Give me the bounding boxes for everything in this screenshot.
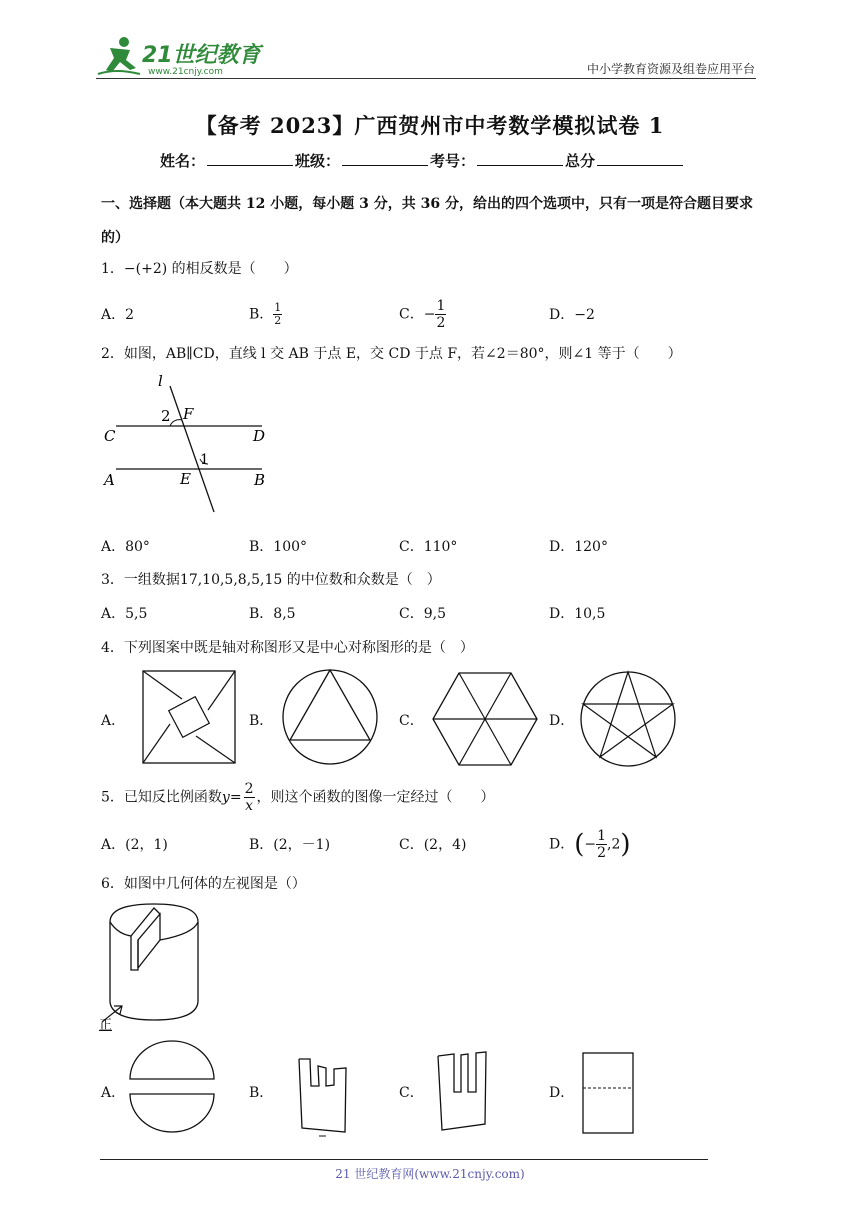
parallel-lines-figure — [100, 372, 275, 516]
logo-text: 21世纪教育 — [142, 43, 261, 68]
q5-option-c: C．(2，4) — [399, 837, 467, 853]
svg-text:C: C — [104, 427, 116, 445]
triangle-in-circle-figure — [281, 668, 379, 766]
rectangle-dashed-figure — [582, 1052, 634, 1134]
class-blank[interactable] — [342, 151, 428, 166]
q6-option-c: C． — [399, 1085, 424, 1101]
question-3-stem: 3．一组数据17,10,5,8,5,15 的中位数和众数是（ ） — [101, 572, 441, 588]
q4-option-d: D． — [549, 713, 575, 729]
q1-option-b: B． $\frac{1}{2}$ — [249, 301, 282, 327]
q2-option-d: D．120° — [549, 539, 608, 555]
site-logo — [96, 34, 266, 78]
q5-option-d: D．(− $\frac{1}{2}$ ,2) — [549, 828, 631, 861]
question-5-stem: 5．已知反比例函数y= $\frac{2}{x}$ ，则这个函数的图像一定经过（ ） — [101, 781, 495, 814]
star-in-circle-figure — [579, 670, 677, 768]
section-heading: 一、选择题（本大题共 12 小题，每小题 3 分，共 36 分，给出的四个选项中，只有一项是符合题目要求的） — [101, 196, 753, 246]
q2-option-a: A．80° — [101, 539, 150, 555]
hexagon-figure — [432, 672, 538, 766]
q4-option-c: C． — [399, 713, 424, 729]
q6-option-a: A． — [101, 1085, 126, 1101]
notched-shape-c-figure — [436, 1050, 488, 1134]
q3-option-c: C．9,5 — [399, 606, 446, 622]
q6-option-b: B． — [249, 1085, 274, 1101]
q2-option-c: C．110° — [399, 539, 458, 555]
q4-option-a: A． — [101, 713, 126, 729]
svg-text:E: E — [180, 470, 191, 488]
q3-option-a: A．5,5 — [101, 606, 148, 622]
q1-option-a: A．2 — [101, 307, 135, 323]
notched-shape-b-figure — [296, 1056, 350, 1138]
platform-name: 中小学教育资源及组卷应用平台 — [586, 62, 755, 76]
exam-no-blank[interactable] — [477, 151, 563, 166]
header-divider — [96, 78, 756, 79]
footer-text[interactable]: 21 世纪教育网(www.21cnjy.com) — [335, 1167, 525, 1181]
q2-option-b: B．100° — [249, 539, 308, 555]
q5-option-b: B．(2，－1) — [249, 837, 331, 853]
q1-option-d: D．−2 — [549, 307, 595, 323]
q3-option-d: D．10,5 — [549, 606, 606, 622]
question-2-stem: 2．如图，AB∥CD，直线 l 交 AB 于点 E，交 CD 于点 F，若∠2＝80°，则∠1 等于（ ） — [101, 346, 682, 362]
pinwheel-square-figure — [142, 670, 237, 765]
q6-option-d: D． — [549, 1085, 575, 1101]
footer-divider — [100, 1159, 708, 1160]
cylinder-solid-figure — [98, 900, 213, 1030]
q5-option-a: A．(2，1) — [101, 837, 168, 853]
svg-text:2: 2 — [161, 407, 171, 425]
front-view-label: 正 — [99, 1018, 113, 1033]
exam-no-label: 考号： — [430, 152, 476, 170]
class-label: 班级： — [295, 152, 341, 170]
name-label: 姓名： — [160, 152, 206, 170]
score-label: 总分 — [565, 152, 596, 170]
q4-option-b: B． — [249, 713, 274, 729]
score-blank[interactable] — [597, 151, 683, 166]
exam-title: 【备考 2023】广西贺州市中考数学模拟试卷 1 — [195, 113, 665, 138]
svg-text:F: F — [183, 405, 194, 423]
q1-option-c: C．− $\frac{1}{2}$ — [399, 298, 446, 331]
name-blank[interactable] — [207, 151, 293, 166]
question-6-stem: 6．如图中几何体的左视图是（） — [101, 876, 306, 892]
svg-text:l: l — [158, 372, 163, 390]
svg-text:D: D — [253, 427, 266, 445]
svg-text:1: 1 — [200, 452, 209, 468]
logo-url: www.21cnjy.com — [148, 67, 223, 77]
question-1-stem: 1．−(+2) 的相反数是（ ） — [101, 261, 298, 277]
q3-option-b: B．8,5 — [249, 606, 296, 622]
student-info-fields — [160, 150, 685, 171]
svg-text:A: A — [104, 471, 115, 489]
question-4-stem: 4．下列图案中既是轴对称图形又是中心对称图形的是（ ） — [101, 640, 474, 656]
split-circle-figure — [128, 1047, 216, 1127]
svg-text:B: B — [254, 471, 266, 489]
